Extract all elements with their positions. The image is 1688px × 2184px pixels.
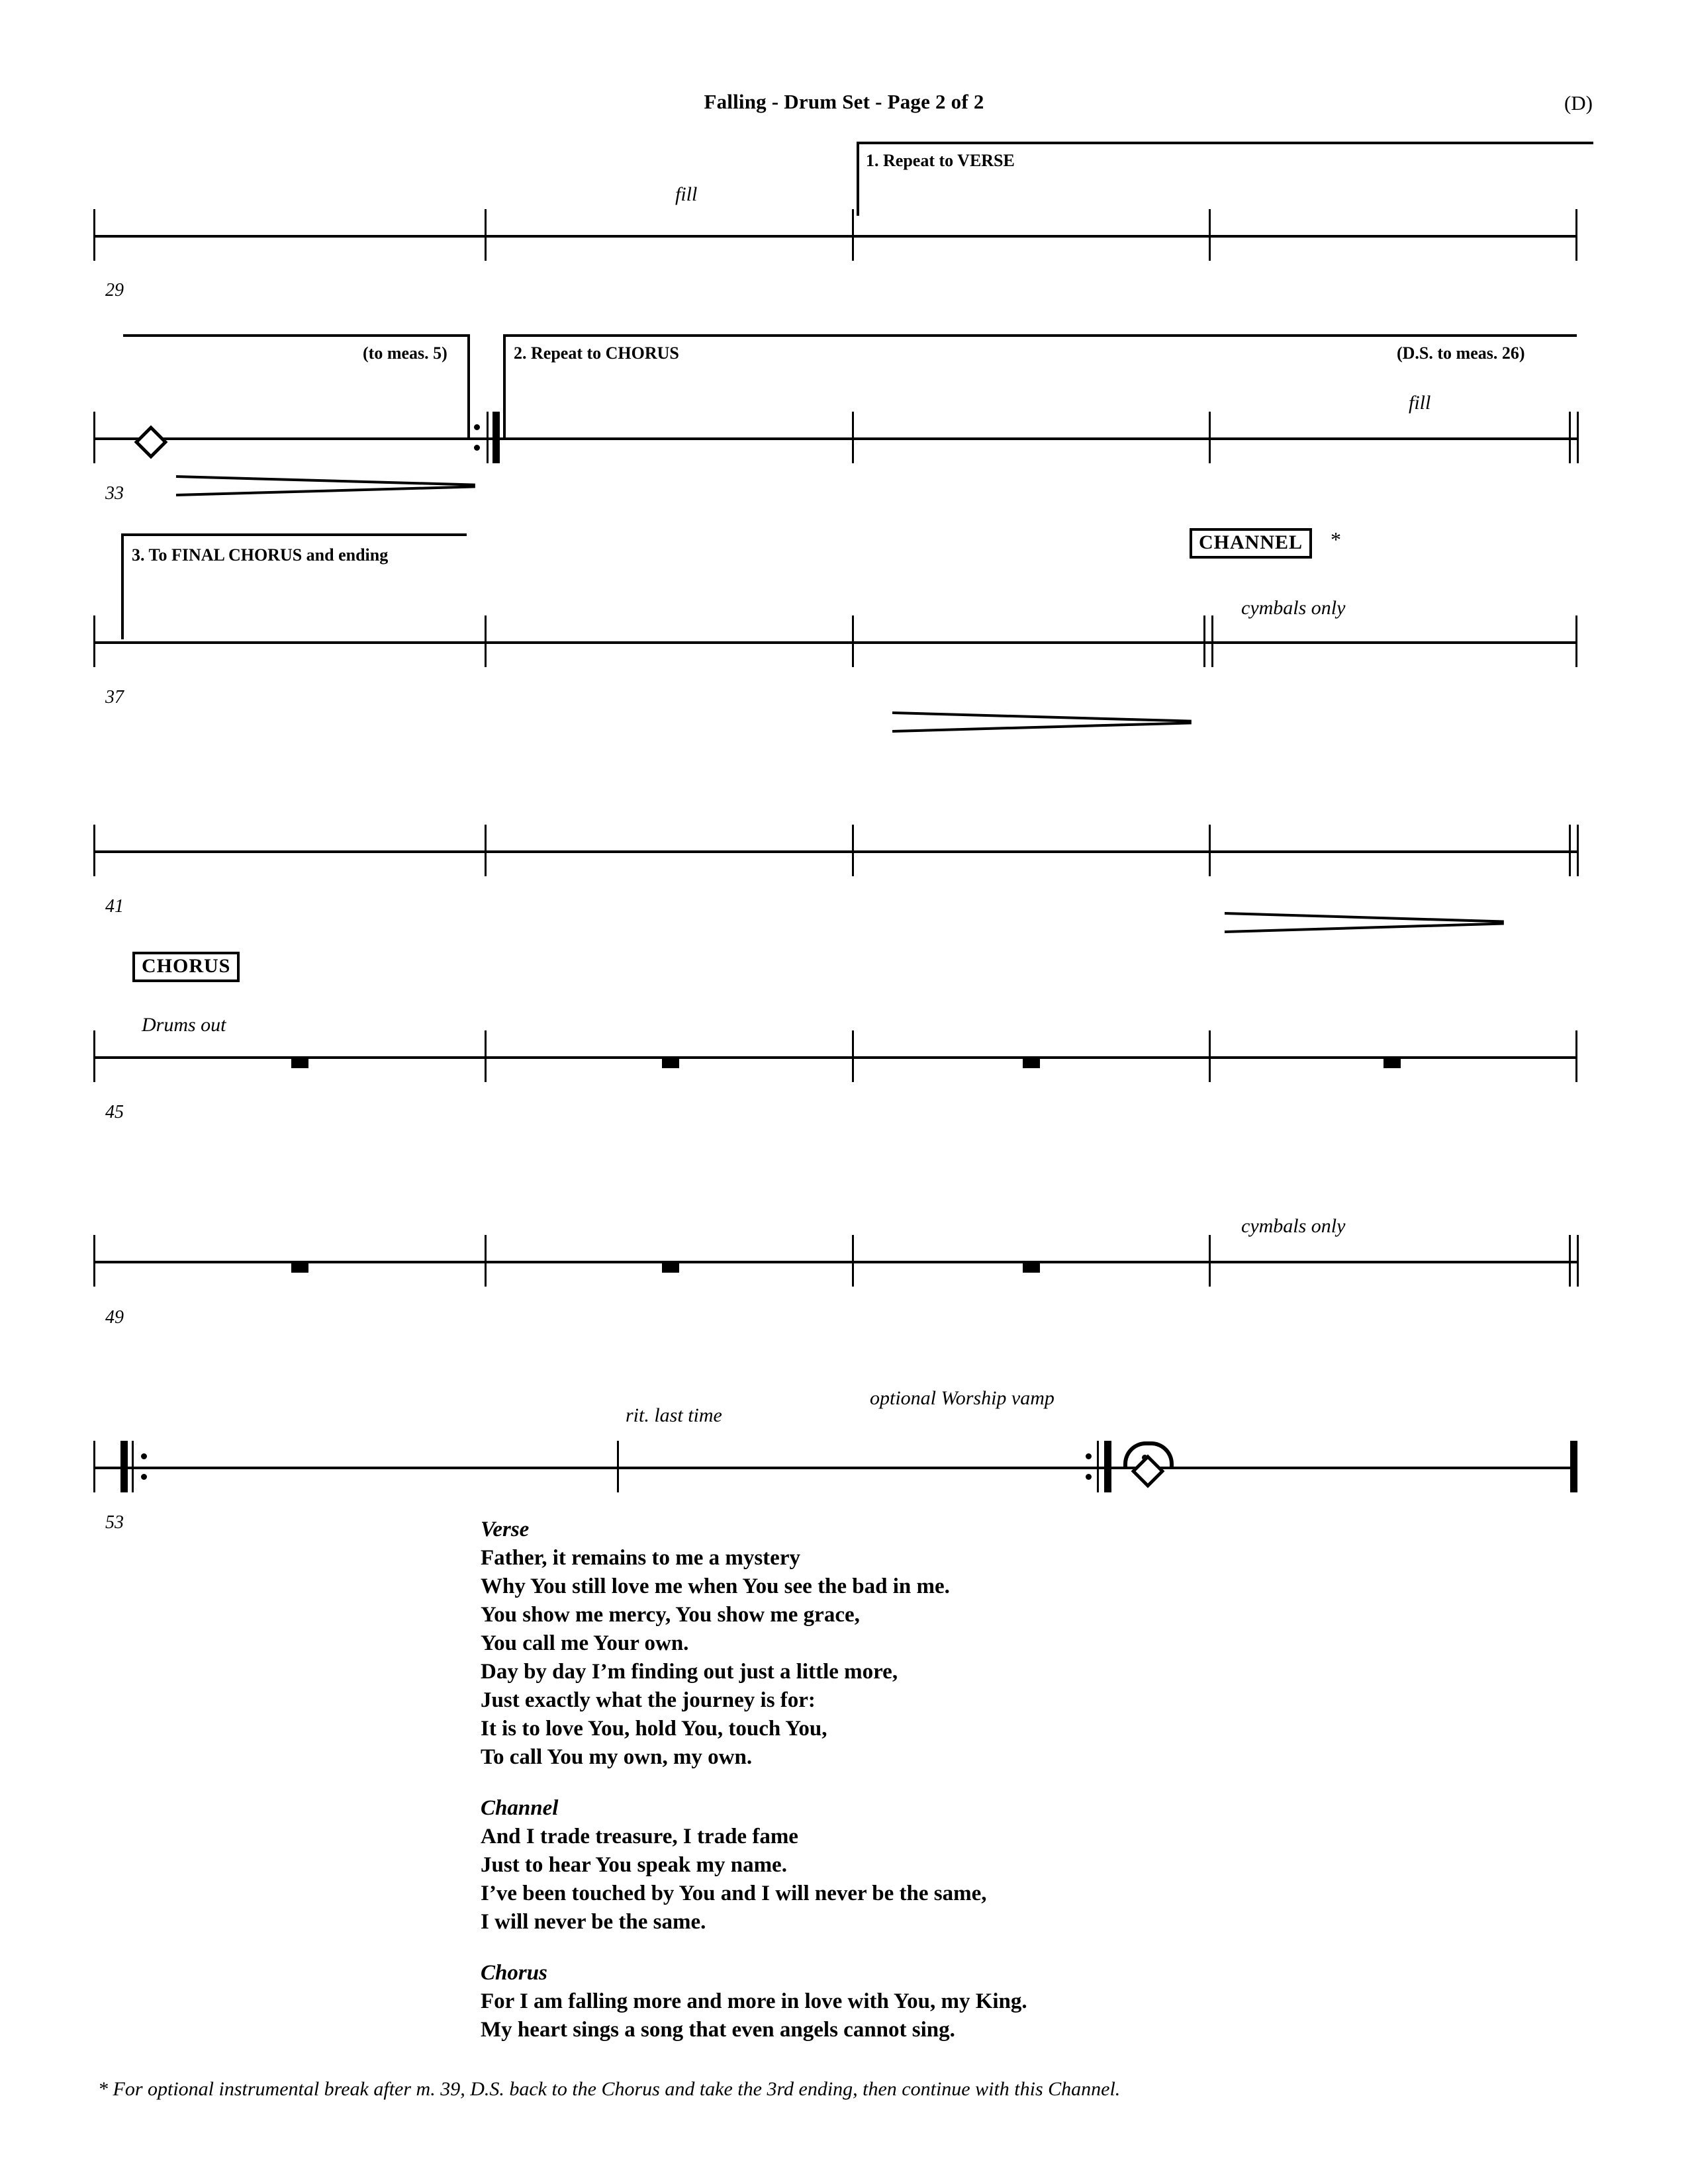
drums-out-marking: Drums out bbox=[142, 1014, 226, 1036]
repeat-dot bbox=[141, 1453, 147, 1459]
lyrics-line: It is to love You, hold You, touch You, bbox=[481, 1717, 827, 1741]
ending-3-bracket-top bbox=[121, 533, 467, 536]
ds-to-meas-26-label: (D.S. to meas. 26) bbox=[1397, 343, 1525, 363]
staff-line-41 bbox=[93, 850, 1577, 853]
lyrics-line: Day by day I’m finding out just a little more, bbox=[481, 1660, 898, 1684]
barline bbox=[485, 825, 487, 876]
measure-number-29: 29 bbox=[105, 280, 124, 300]
barline bbox=[485, 209, 487, 261]
barline bbox=[485, 615, 487, 667]
channel-footnote-asterisk: * bbox=[1331, 527, 1341, 551]
staff-line-33 bbox=[93, 437, 1577, 440]
lyrics-line: Why You still love me when You see the bad in me. bbox=[481, 1574, 950, 1598]
barline bbox=[1569, 825, 1571, 876]
barline bbox=[1203, 615, 1205, 667]
rehearsal-mark-channel[interactable]: CHANNEL bbox=[1190, 528, 1312, 559]
lyrics-block bbox=[481, 1516, 1474, 2044]
lyrics-line: I will never be the same. bbox=[481, 1910, 706, 1934]
measure-number-33: 33 bbox=[105, 483, 124, 504]
optional-worship-vamp-marking: optional Worship vamp bbox=[870, 1387, 1055, 1409]
whole-rest bbox=[291, 1263, 308, 1273]
barline bbox=[485, 1235, 487, 1287]
barline bbox=[852, 1235, 854, 1287]
lyrics-line: I’ve been touched by You and I will never be the same, bbox=[481, 1882, 987, 1905]
ending-1-bracket-leg bbox=[857, 142, 859, 216]
barline bbox=[485, 1030, 487, 1082]
barline bbox=[1577, 825, 1579, 876]
barline-thin bbox=[1097, 1441, 1099, 1492]
barline bbox=[1209, 209, 1211, 261]
staff-line-37 bbox=[93, 641, 1577, 644]
barline bbox=[1211, 615, 1213, 667]
decrescendo-hairpin bbox=[176, 475, 474, 496]
barline bbox=[1575, 615, 1577, 667]
repeat-dot bbox=[474, 424, 480, 430]
lyrics-line: Father, it remains to me a mystery bbox=[481, 1546, 800, 1570]
cymbals-only-49: cymbals only bbox=[1241, 1215, 1346, 1237]
ending-2-bracket-top bbox=[503, 334, 1577, 337]
repeat-dot bbox=[474, 445, 480, 451]
final-barline bbox=[1570, 1441, 1577, 1492]
whole-rest bbox=[291, 1058, 308, 1068]
fill-marking-33: fill bbox=[1409, 392, 1431, 414]
measure-number-45: 45 bbox=[105, 1102, 124, 1122]
lyrics-line: And I trade treasure, I trade fame bbox=[481, 1825, 798, 1848]
whole-rest bbox=[1023, 1058, 1040, 1068]
staff-line-49 bbox=[93, 1261, 1577, 1263]
diamond-notehead bbox=[134, 426, 168, 459]
lyrics-line: You call me Your own. bbox=[481, 1631, 689, 1655]
repeat-barline-right bbox=[1104, 1441, 1111, 1492]
lyrics-channel-heading: Channel bbox=[481, 1796, 559, 1820]
barline bbox=[852, 1030, 854, 1082]
lyrics-chorus-heading: Chorus bbox=[481, 1961, 547, 1985]
barline bbox=[1209, 1030, 1211, 1082]
ending-2-bracket-leg bbox=[503, 334, 506, 438]
barline bbox=[93, 615, 95, 667]
whole-rest bbox=[1023, 1263, 1040, 1273]
barline bbox=[93, 412, 95, 463]
ending-1-bracket-continuation bbox=[123, 334, 470, 337]
barline bbox=[93, 1235, 95, 1287]
barline bbox=[1575, 1030, 1577, 1082]
barline bbox=[1209, 1235, 1211, 1287]
lyrics-line: My heart sings a song that even angels cannot sing. bbox=[481, 2018, 955, 2042]
whole-rest bbox=[1383, 1058, 1401, 1068]
cymbals-only-37: cymbals only bbox=[1241, 597, 1346, 619]
barline bbox=[852, 615, 854, 667]
barline bbox=[1577, 412, 1579, 463]
ending-3-label: 3. To FINAL CHORUS and ending bbox=[132, 545, 389, 565]
staff-line-29 bbox=[93, 235, 1577, 238]
decrescendo-hairpin bbox=[892, 711, 1190, 733]
repeat-dot bbox=[141, 1474, 147, 1480]
fill-marking-29: fill bbox=[675, 183, 698, 205]
staff-line-45 bbox=[93, 1056, 1577, 1059]
lyrics-line: Just exactly what the journey is for: bbox=[481, 1688, 816, 1712]
lyrics-line: For I am falling more and more in love with You, my King. bbox=[481, 1989, 1027, 2013]
barline bbox=[1569, 1235, 1571, 1287]
lyrics-spacer bbox=[481, 1936, 1474, 1959]
barline bbox=[1575, 209, 1577, 261]
staff-line-53 bbox=[93, 1467, 1577, 1469]
ending-2-label: 2. Repeat to CHORUS bbox=[514, 343, 679, 363]
barline bbox=[1209, 412, 1211, 463]
barline bbox=[93, 1441, 95, 1492]
to-meas-5-label: (to meas. 5) bbox=[363, 343, 447, 363]
lyrics-spacer bbox=[481, 1772, 1474, 1794]
measure-number-41: 41 bbox=[105, 896, 124, 917]
lyrics-verse-heading: Verse bbox=[481, 1518, 530, 1541]
decrescendo-hairpin bbox=[1225, 912, 1503, 933]
barline bbox=[852, 825, 854, 876]
ending-1-bracket-end-leg bbox=[467, 334, 470, 438]
ending-1-bracket-top bbox=[857, 142, 1593, 144]
lyrics-line: You show me mercy, You show me grace, bbox=[481, 1603, 860, 1627]
barline bbox=[1577, 1235, 1579, 1287]
ending-3-bracket-leg bbox=[121, 533, 124, 639]
measure-number-53: 53 bbox=[105, 1512, 124, 1533]
barline bbox=[93, 1030, 95, 1082]
footnote: * For optional instrumental break after m. 39, D.S. back to the Chorus and take the 3rd ending, then continue with this Channel. bbox=[98, 2078, 1121, 2100]
rit-last-time-marking: rit. last time bbox=[626, 1404, 722, 1426]
repeat-barline-left bbox=[120, 1441, 128, 1492]
ending-1-label: 1. Repeat to VERSE bbox=[866, 151, 1015, 170]
whole-rest bbox=[662, 1058, 679, 1068]
repeat-barline-right bbox=[492, 412, 500, 463]
barline bbox=[852, 412, 854, 463]
lyrics-line: Just to hear You speak my name. bbox=[481, 1853, 787, 1877]
barline-thin bbox=[487, 412, 489, 463]
measure-number-49: 49 bbox=[105, 1307, 124, 1328]
barline bbox=[852, 209, 854, 261]
barline bbox=[1209, 825, 1211, 876]
barline bbox=[1569, 412, 1571, 463]
barline bbox=[93, 209, 95, 261]
key-indicator: (D) bbox=[1564, 91, 1593, 114]
page-title: Falling - Drum Set - Page 2 of 2 bbox=[704, 90, 984, 113]
lyrics-line: To call You my own, my own. bbox=[481, 1745, 753, 1769]
barline-thin bbox=[132, 1441, 134, 1492]
whole-rest bbox=[662, 1263, 679, 1273]
rehearsal-mark-chorus[interactable]: CHORUS bbox=[132, 952, 240, 982]
repeat-dot bbox=[1086, 1474, 1092, 1480]
barline bbox=[93, 825, 95, 876]
measure-number-37: 37 bbox=[105, 687, 124, 707]
barline bbox=[617, 1441, 619, 1492]
repeat-dot bbox=[1086, 1453, 1092, 1459]
